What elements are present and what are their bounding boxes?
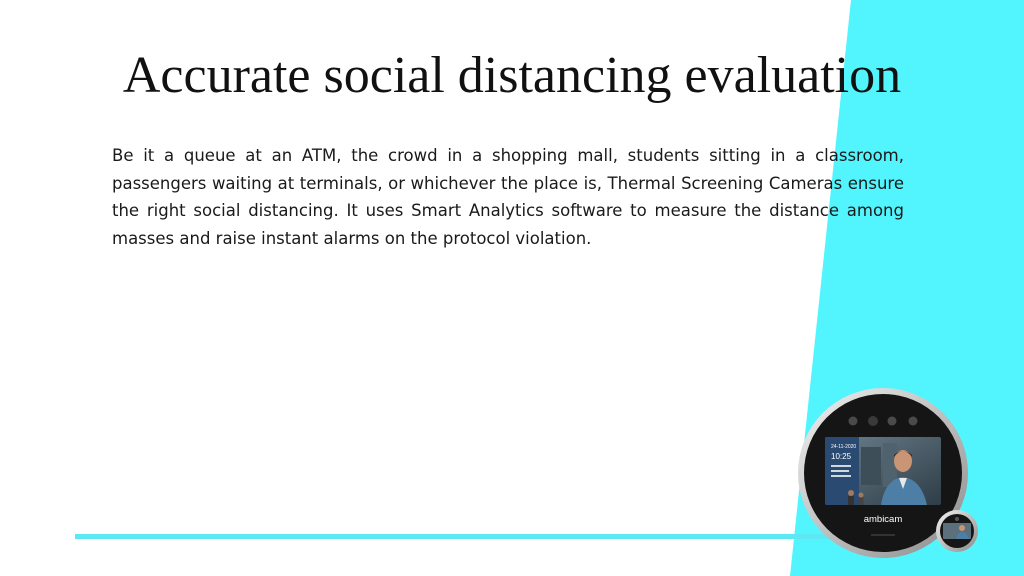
bottom-divider (75, 534, 905, 539)
slide-title: Accurate social distancing evaluation (122, 47, 902, 104)
device-screen-time: 10:25 (831, 452, 852, 461)
device-illustration (795, 385, 985, 570)
body-paragraph: Be it a queue at an ATM, the crowd in a shopping mall, students sitting in a classroom, passengers waiting at terminals, or whichever the place is, Thermal Screening Cameras ensure the right social distancing. It uses Smart Analytics software to measure the distance among masses and raise instant alarms on the protocol violation. (112, 146, 904, 248)
device-screen-date: 24-11-2020 (831, 444, 857, 450)
device-screen (825, 437, 941, 506)
device-brand-logo: ambicam (863, 514, 903, 525)
camera-lens-icon (936, 510, 978, 552)
